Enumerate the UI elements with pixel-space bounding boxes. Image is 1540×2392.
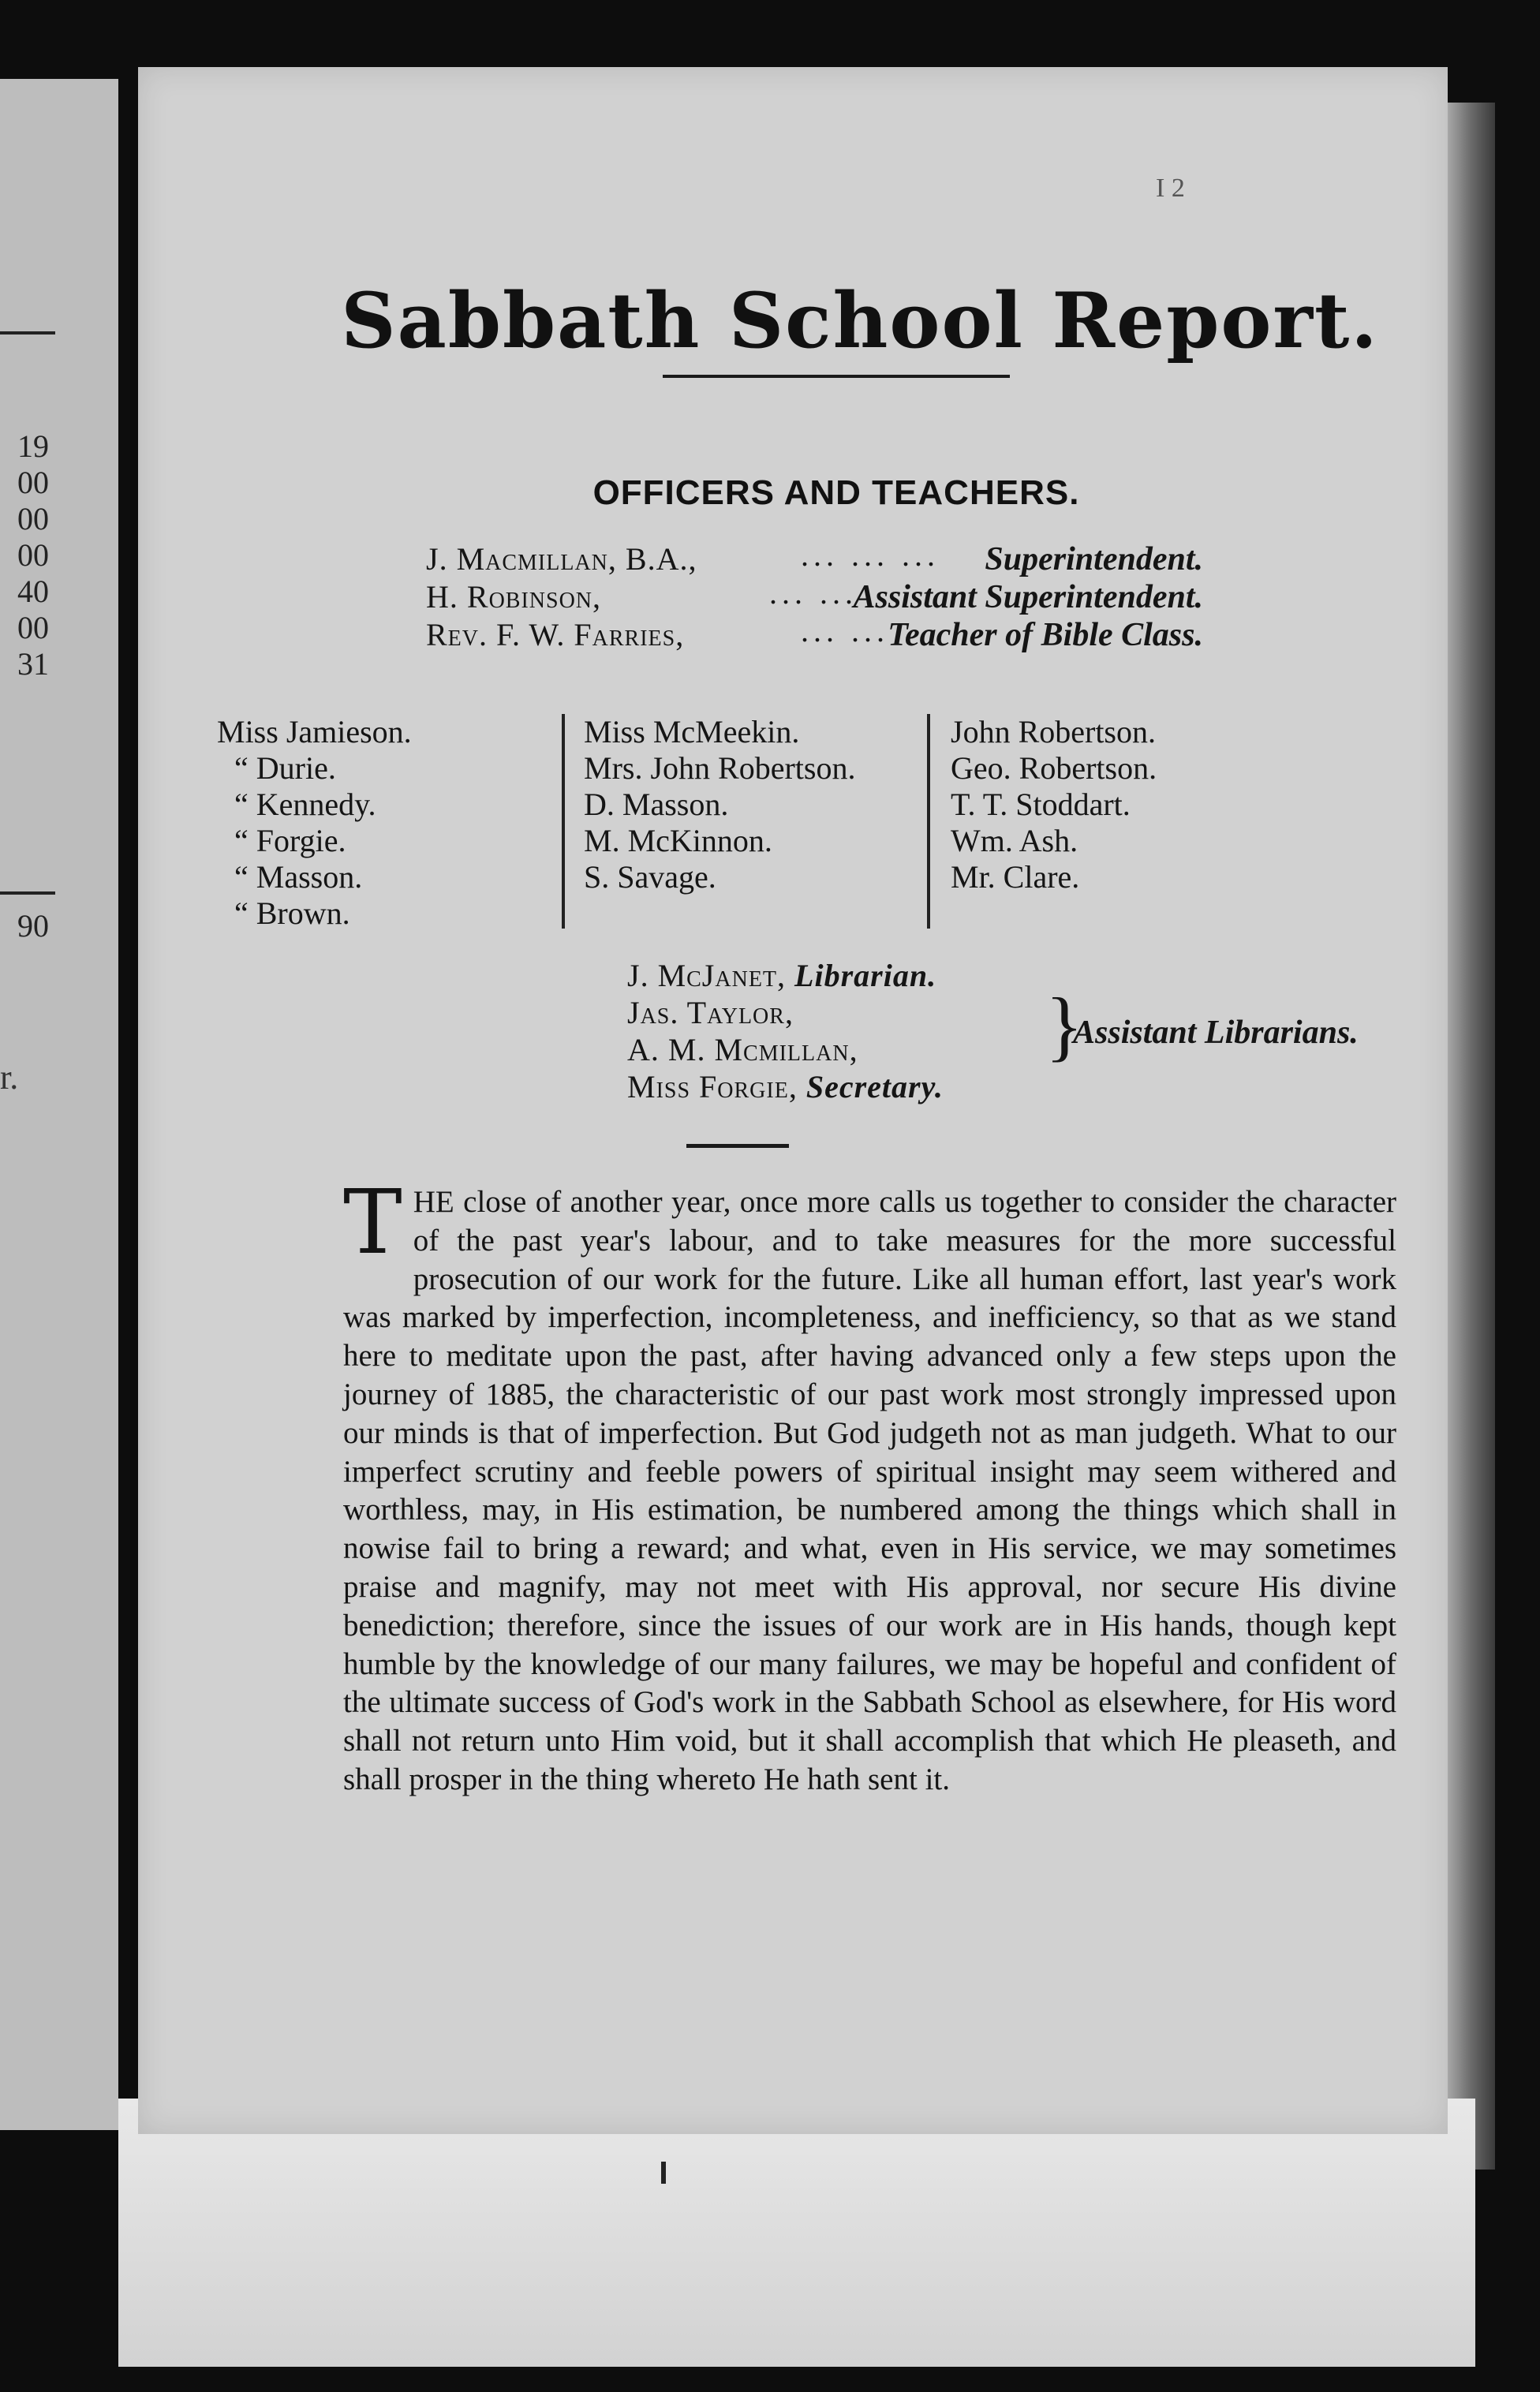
teacher-name: “ Masson. [234,859,363,895]
left-page-mark: r. [0,1058,19,1097]
left-page-fragment [0,79,118,2130]
teacher-name: S. Savage. [584,859,716,895]
report-paragraph [343,1172,1396,1800]
teachers-column-3 [951,714,1157,895]
teacher-name: Wm. Ash. [951,823,1078,858]
page-edges [1448,103,1495,2170]
left-page-total-rule [0,891,55,895]
officer-dots: ... ... ... [801,537,940,573]
teacher-name: Geo. Robertson. [951,750,1157,786]
officer-dots: ... ... [801,613,889,648]
teacher-name: “ Forgie. [234,823,346,858]
teacher-name: “ Kennedy. [234,787,376,822]
secretary-name: Miss Forgie, [627,1069,798,1104]
teacher-name: John Robertson. [951,714,1156,749]
officer-name: H. Robinson, [426,579,602,615]
teacher-name: Miss McMeekin. [584,714,800,749]
report-body [343,1172,1396,1800]
teachers-column-2 [584,714,855,895]
officer-name: J. Macmillan, B.A., [426,541,697,577]
officer-dots: ... ... [769,575,858,611]
teacher-name: “ Durie. [234,750,336,786]
page-title: Sabbath School Report. [341,276,1379,365]
title-rule [663,375,1010,378]
officer-role: Superintendent. [985,541,1203,577]
teacher-name: Mr. Clare. [951,859,1080,895]
left-page-number: 31 [17,646,49,682]
page-folio: I 2 [1156,174,1185,203]
assistant-librarians-role: Assistant Librarians. [1073,1015,1359,1051]
left-page-number: 19 [17,428,49,464]
left-page-number: 40 [17,574,49,609]
librarian-name: J. McJanet, [627,958,787,993]
teachers-column-1 [217,714,412,932]
teacher-name: T. T. Stoddart. [951,787,1131,822]
teacher-name: M. McKinnon. [584,823,772,858]
column-divider [927,714,930,929]
teacher-name: Miss Jamieson. [217,714,412,749]
secretary-role: Secretary. [806,1069,944,1104]
assistant-librarian-name: A. M. Mcmillan, [627,1032,858,1067]
assistant-librarian-name: Jas. Taylor, [627,995,794,1030]
teacher-name: D. Masson. [584,787,729,822]
left-page-number: 00 [17,537,49,573]
left-page-number: 00 [17,501,49,536]
officer-role: Assistant Superintendent. [853,579,1203,615]
left-page-total: 90 [17,908,49,944]
column-divider [562,714,565,929]
officer-role: Teacher of Bible Class. [888,617,1203,653]
secretary-line [627,1068,944,1105]
librarian-role: Librarian. [794,958,937,993]
teacher-name: “ Brown. [234,895,350,931]
teacher-name: Mrs. John Robertson. [584,750,856,786]
page-mark [661,2162,666,2184]
drop-cap: T [343,1172,402,1274]
left-page-number: 00 [17,465,49,500]
curly-brace: } [1045,981,1083,1069]
section-heading: OFFICERS AND TEACHERS. [592,473,1080,512]
page-stack [118,2099,1475,2367]
book-page [138,67,1448,2134]
left-page-rule [0,331,55,335]
officer-name: Rev. F. W. Farries, [426,617,685,652]
section-rule [686,1144,789,1148]
librarian-line [627,957,936,994]
left-page-number: 00 [17,610,49,645]
paragraph-text: HE close of another year, once more calls us together to consider the character of the past year's labour, and to take measures for the more successful prosecution of our work for the future. Like all human effort, last year's work was marked by imperfection, incompleteness, and inefficiency, so that as we stand here to meditate upon the past, after having advanced only a few steps upon the journey of 1885, the characteristic of our past work most strongly impressed upon our minds is that of imperfection. But God judgeth not as man judgeth. What to our imperfect scrutiny and feeble powers of spiritual insight may seem withered and worthless, may, in His estimation, be numbered among the things which shall in nowise fail to bring a reward; and what, even in His service, we may sometimes praise and magnify, may not meet with His approval, nor secure His divine benediction; therefore, since the issues of our work are in His hands, though kept humble by the knowledge of our many failures, we may be hopeful and confident of the ultimate success of God's work in the Sabbath School as elsewhere, for His word shall not return unto Him void, but it shall accomplish that which He pleaseth, and shall prosper in the thing whereto He hath sent it. [343,1185,1396,1796]
